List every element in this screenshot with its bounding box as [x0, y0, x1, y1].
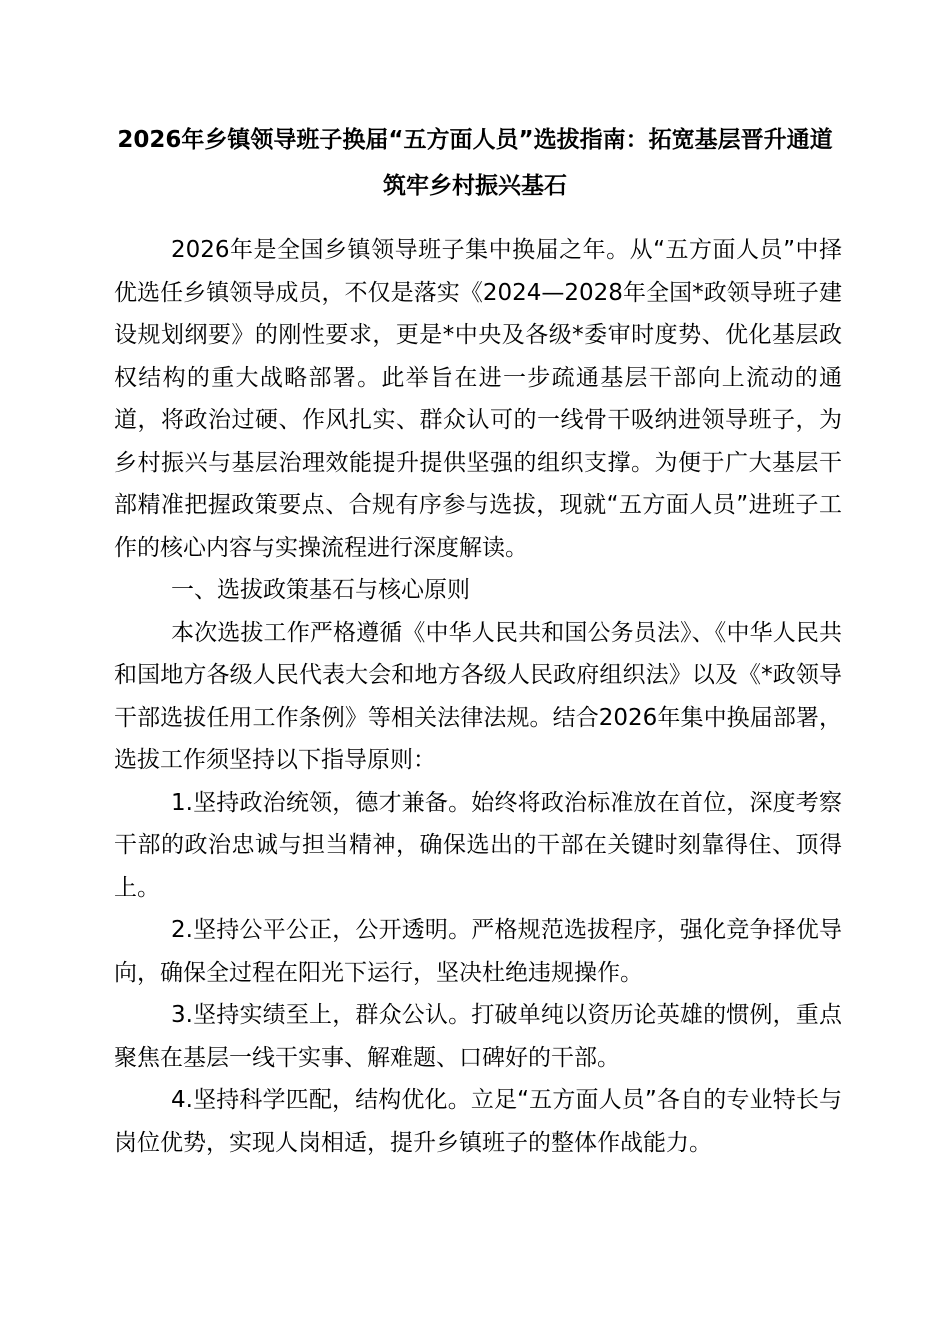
section-heading: 一、选拔政策基石与核心原则	[171, 577, 470, 603]
principle-item: 2.坚持公平公正，公开透明。严格规范选拔程序，强化竞争择优导向，确保全过程在阳光下运行，坚决杜绝违规操作。	[114, 917, 842, 986]
principle-item: 1.坚持政治统领，德才兼备。始终将政治标准放在首位，深度考察干部的政治忠诚与担当精神，确保选出的干部在关键时刻靠得住、顶得上。	[114, 789, 842, 901]
policy-paragraph: 本次选拔工作严格遵循《中华人民共和国公务员法》、《中华人民共和国地方各级人民代表大会和地方各级人民政府组织法》以及《*政领导干部选拔任用工作条例》等相关法律法规。结合2026年集中换届部署，选拔工作须坚持以下指导原则：	[114, 619, 842, 773]
document-title: 2026年乡镇领导班子换届“五方面人员”选拔指南：拓宽基层晋升通道 筑牢乡村振兴基石	[117, 127, 833, 199]
intro-paragraph: 2026年是全国乡镇领导班子集中换届之年。从“五方面人员”中择优选任乡镇领导成员，不仅是落实《2024—2028年全国*政领导班子建设规划纲要》的刚性要求，更是*中央及各级*委审时度势、优化基层政权结构的重大战略部署。此举旨在进一步疏通基层干部向上流动的通道，将政治过硬、作风扎实、群众认可的一线骨干吸纳进领导班子，为乡村振兴与基层治理效能提升提供坚强的组织支撑。为便于广大基层干部精准把握政策要点、合规有序参与选拔，现就“五方面人员”进班子工作的核心内容与实操流程进行深度解读。	[114, 237, 842, 561]
principle-item: 4.坚持科学匹配，结构优化。立足“五方面人员”各自的专业特长与岗位优势，实现人岗相适，提升乡镇班子的整体作战能力。	[114, 1087, 842, 1156]
principle-item: 3.坚持实绩至上，群众公认。打破单纯以资历论英雄的惯例，重点聚焦在基层一线干实事、解难题、口碑好的干部。	[114, 1002, 842, 1071]
document-body	[114, 229, 842, 1164]
